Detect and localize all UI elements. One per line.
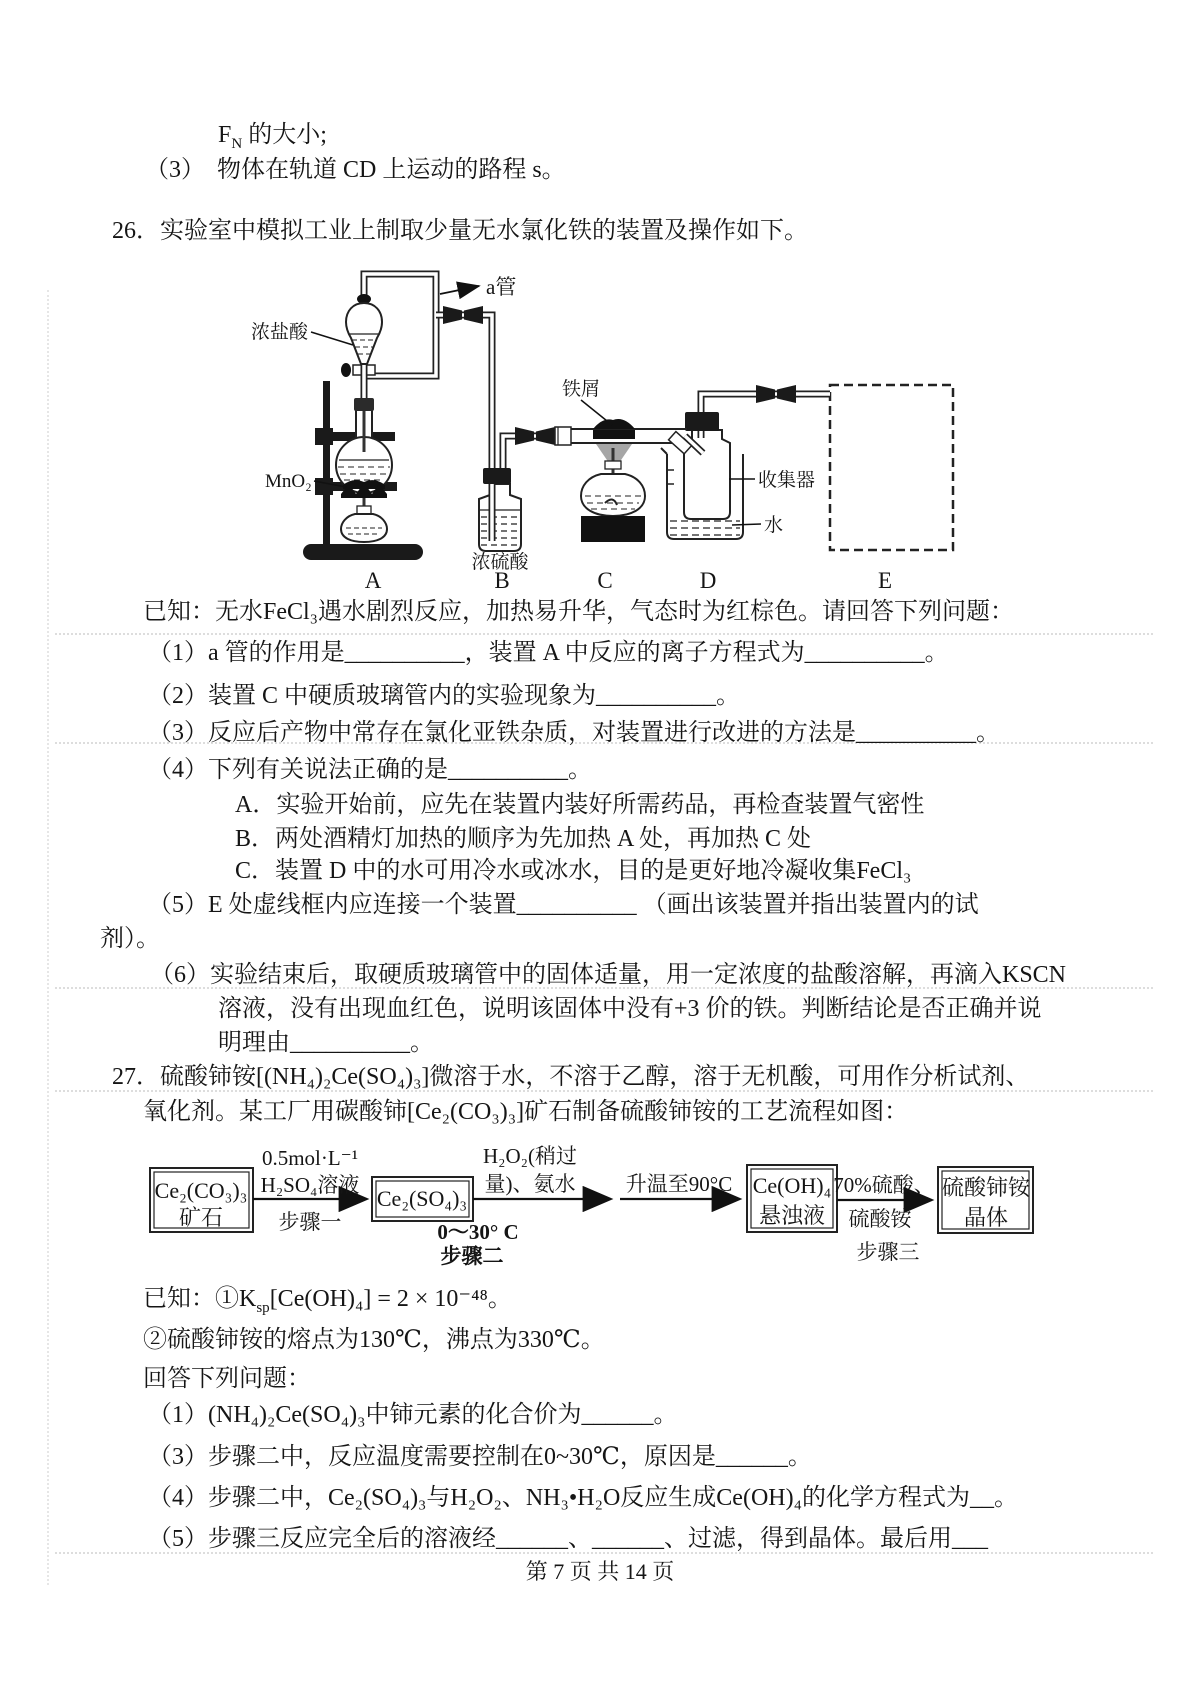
device-e-letter: E bbox=[877, 568, 893, 593]
collector-label: 收集器 bbox=[758, 470, 816, 491]
a-tube-label: a管 bbox=[486, 275, 517, 299]
ksp-subscript: sp bbox=[256, 1299, 270, 1316]
q26-item-6-line1: （6）实验结束后，取硬质玻璃管中的固体适量，用一定浓度的盐酸溶解，再滴入KSCN bbox=[150, 962, 1067, 988]
q25-fn-line bbox=[218, 120, 327, 154]
flow-heat90-label: 升温至90°C bbox=[625, 1172, 733, 1196]
flow-step1-reagent-conc: 0.5mol·L⁻¹ bbox=[261, 1146, 359, 1170]
flow-box-ceoh4-formula: Ce(OH)₄ bbox=[752, 1173, 832, 1198]
flow-box-ore-formula: Ce₂(CO₃)₃ bbox=[154, 1178, 248, 1203]
flow-box-crystal-text1: 硫酸铈铵 bbox=[941, 1175, 1031, 1200]
stopper-d bbox=[685, 412, 719, 431]
fn-subscript: N bbox=[231, 135, 243, 152]
q26-item-5-line1: （5）E 处虚线框内应连接一个装置__________ （画出该装置并指出装置内的试 bbox=[148, 892, 979, 918]
q27-item-4: （4）步骤二中，Ce₂(SO₄)₃与H₂O₂、NH₃•H₂O反应生成Ce(OH)₄的化学方程式为__。 bbox=[148, 1485, 1018, 1511]
q26-known: 已知：无水FeCl₃遇水剧烈反应，加热易升华，气态时为红棕色。请回答下列问题： bbox=[143, 599, 1015, 625]
flow-step2-reagent1: H₂O₂(稍过 bbox=[483, 1144, 577, 1168]
device-b-bottle bbox=[479, 484, 521, 551]
flow-box-ce2so43-formula: Ce₂(SO₄)₃ bbox=[376, 1186, 468, 1211]
device-b-letter: B bbox=[494, 568, 510, 593]
alcohol-lamp-c bbox=[581, 444, 645, 542]
q26-option-a: A．实验开始前，应先在装置内装好所需药品，再检查装置气密性 bbox=[235, 792, 925, 818]
flow-step3-reagent1: 70%硫酸、 bbox=[833, 1173, 935, 1197]
q27-item-5: （5）步骤三反应完全后的溶液经______、______、过滤，得到晶体。最后用___ bbox=[148, 1526, 988, 1552]
device-c-letter: C bbox=[597, 568, 613, 593]
fn-symbol: F bbox=[218, 122, 232, 148]
ksp-value: [Ce(OH)₄] = 2 × 10⁻⁴⁸。 bbox=[269, 1286, 512, 1312]
q26-title: 26．实验室中模拟工业上制取少量无水氯化铁的装置及操作如下。 bbox=[112, 218, 808, 244]
q27-item-3: （3）步骤二中，反应温度需要控制在0~30℃，原因是______。 bbox=[148, 1444, 812, 1470]
device-a-flask bbox=[336, 398, 392, 493]
water-label: 水 bbox=[764, 515, 784, 536]
flow-box-ceoh4-text: 悬浊液 bbox=[758, 1203, 826, 1228]
q25-item-3: （3） 物体在轨道 CD 上运动的路程 s。 bbox=[145, 157, 566, 183]
hard-glass-tube bbox=[555, 419, 687, 445]
q27-item-1: （1）(NH₄)₂Ce(SO₄)₃中铈元素的化合价为______。 bbox=[148, 1402, 678, 1428]
q26-item-6-line2: 溶液，没有出现血红色，说明该固体中没有+3 价的铁。判断结论是否正确并说 bbox=[218, 996, 1042, 1022]
device-a-letter: A bbox=[364, 568, 382, 593]
conc-h2so4-label: 浓硫酸 bbox=[471, 552, 529, 573]
q27-flow-diagram bbox=[120, 1138, 1080, 1268]
mno2-label: MnO₂ bbox=[265, 471, 312, 492]
device-d-letter: D bbox=[699, 568, 717, 593]
flow-box-ore-text: 矿石 bbox=[178, 1205, 224, 1230]
flow-step1-reagent: H₂SO₄溶液 bbox=[260, 1173, 360, 1197]
scan-artifact-vertical-dotted-line bbox=[47, 290, 49, 1585]
flow-step3-label: 步骤三 bbox=[856, 1240, 920, 1264]
page-footer: 第 7 页 共 14 页 bbox=[525, 1559, 675, 1584]
q27-answer-prompt: 回答下列问题： bbox=[143, 1366, 311, 1392]
q26-item-2: （2）装置 C 中硬质玻璃管内的实验现象为__________。 bbox=[148, 683, 741, 709]
q27-known-2: ②硫酸铈铵的熔点为130℃，沸点为330℃。 bbox=[143, 1327, 605, 1353]
dashed-box-e bbox=[830, 385, 953, 550]
q27-title-line2: 氧化剂。某工厂用碳酸铈[Ce₂(CO₃)₃]矿石制备硫酸铈铵的工艺流程如图： bbox=[143, 1099, 909, 1125]
separating-funnel bbox=[341, 294, 382, 377]
q27-known-1 bbox=[143, 1284, 512, 1318]
fn-text: 的大小; bbox=[242, 122, 327, 148]
flow-box-crystal-text2: 晶体 bbox=[963, 1205, 1009, 1230]
flow-step2-temperature: 0～30° C bbox=[437, 1220, 519, 1244]
iron-filings-label: 铁屑 bbox=[562, 379, 601, 400]
q26-item-6-line3: 明理由__________。 bbox=[218, 1030, 434, 1056]
stopper-b bbox=[483, 468, 511, 484]
q26-item-3: （3）反应后产物中常存在氯化亚铁杂质，对装置进行改进的方法是__________。 bbox=[148, 720, 1000, 746]
q26-option-c: C．装置 D 中的水可用冷水或冰水，目的是更好地冷凝收集FeCl₃ bbox=[235, 858, 912, 884]
ksp-prefix: 已知：①K bbox=[143, 1286, 257, 1312]
flow-step2-label: 步骤二 bbox=[440, 1244, 504, 1268]
scan-artifact-dotted-line bbox=[55, 633, 1153, 635]
flow-step3-reagent2: 硫酸铵 bbox=[848, 1207, 912, 1231]
flow-step1-label: 步骤一 bbox=[278, 1210, 342, 1234]
conc-hcl-label: 浓盐酸 bbox=[251, 322, 309, 343]
q26-option-b: B．两处酒精灯加热的顺序为先加热 A 处，再加热 C 处 bbox=[235, 826, 812, 852]
q27-title-line1: 27．硫酸铈铵[(NH₄)₂Ce(SO₄)₃]微溶于水，不溶于乙醇，溶于无机酸，可用作分析试剂、 bbox=[112, 1064, 1030, 1090]
alcohol-lamp-a bbox=[341, 483, 387, 542]
q26-apparatus-diagram bbox=[215, 248, 955, 593]
q26-item-4: （4）下列有关说法正确的是__________。 bbox=[148, 757, 592, 783]
q26-item-1: （1）a 管的作用是__________，装置 A 中反应的离子方程式为__________。 bbox=[148, 640, 949, 666]
q26-item-5-line2: 剂）。 bbox=[100, 926, 160, 952]
flow-step2-reagent2: 量)、氨水 bbox=[484, 1172, 576, 1196]
